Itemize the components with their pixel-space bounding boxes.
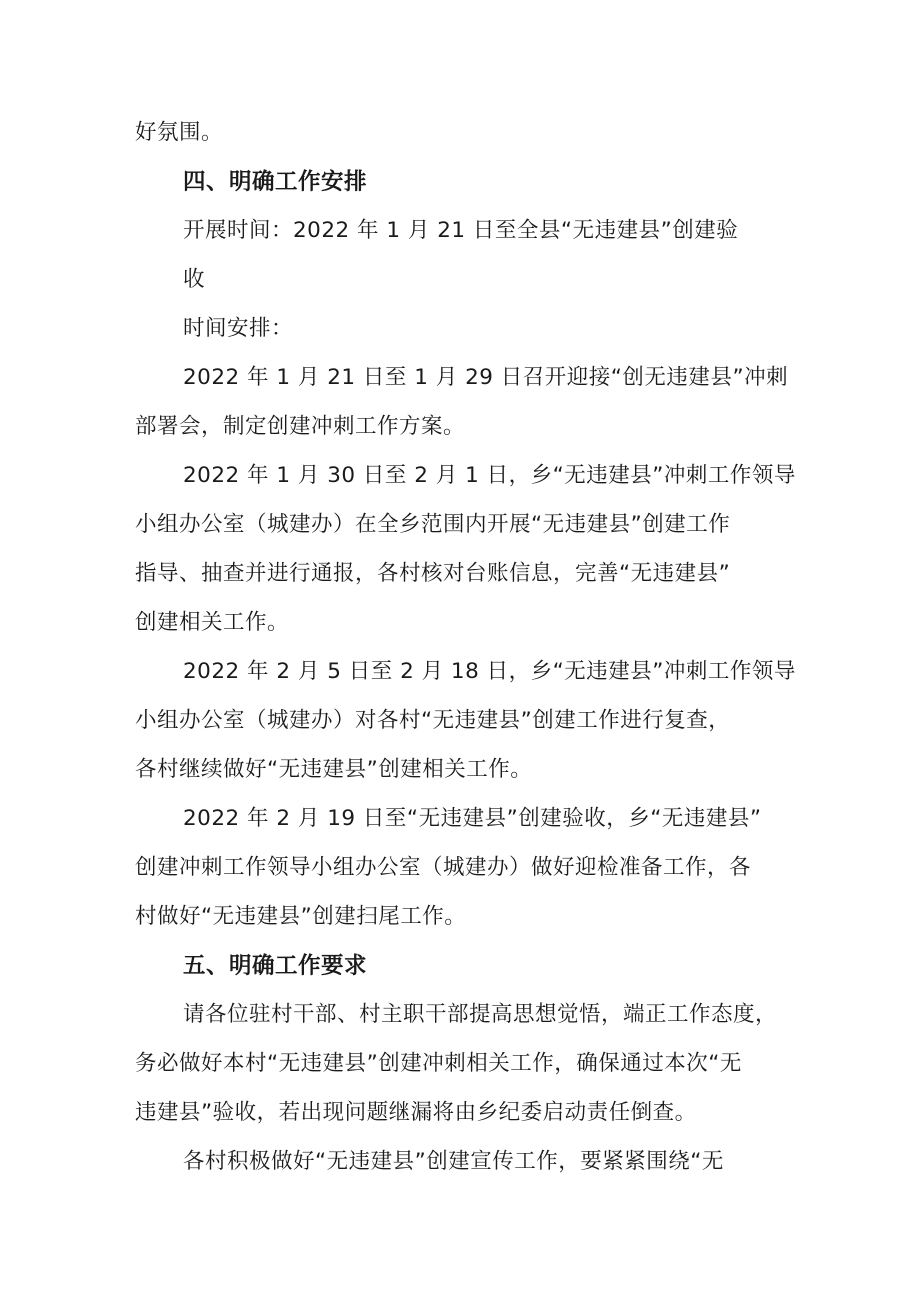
text-line: 小组办公室（城建办）对各村“无违建县”创建工作进行复查， [135, 708, 731, 733]
text-line: 开展时间：2022 年 1 月 21 日至全县“无违建县”创建验 [183, 218, 739, 243]
text-line: 小组办公室（城建办）在全乡范围内开展“无违建县”创建工作 [135, 512, 731, 537]
text-line: 部署会，制定创建冲刺工作方案。 [135, 414, 466, 439]
text-line: 违建县”验收，若出现问题继漏将由乡纪委启动责任倒查。 [135, 1100, 697, 1125]
text-line: 村做好“无违建县”创建扫尾工作。 [135, 904, 467, 929]
section-heading: 五、明确工作要求 [183, 953, 368, 979]
text-line: 创建冲刺工作领导小组办公室（城建办）做好迎检准备工作，各 [135, 855, 752, 880]
text-line: 2022 年 1 月 21 日至 1 月 29 日召开迎接“创无违建县”冲刺 [183, 365, 789, 390]
section-heading: 四、明确工作安排 [183, 169, 368, 195]
text-line: 各村积极做好“无违建县”创建宣传工作，要紧紧围绕“无 [183, 1149, 724, 1174]
text-line: 务必做好本村“无违建县”创建冲刺相关工作，确保通过本次“无 [135, 1051, 742, 1076]
text-line: 各村继续做好“无违建县”创建相关工作。 [135, 757, 533, 782]
text-line: 时间安排： [183, 316, 294, 341]
text-line: 2022 年 1 月 30 日至 2 月 1 日，乡“无违建县”冲刺工作领导 [183, 463, 796, 488]
text-line: 好氛围。 [135, 120, 224, 145]
text-line: 创建相关工作。 [135, 610, 290, 635]
text-line: 指导、抽查并进行通报，各村核对台账信息，完善“无违建县” [135, 561, 731, 586]
text-line: 2022 年 2 月 5 日至 2 月 18 日，乡“无违建县”冲刺工作领导 [183, 659, 796, 684]
text-line: 收 [183, 267, 206, 292]
text-line: 2022 年 2 月 19 日至“无违建县”创建验收，乡“无违建县” [183, 806, 762, 831]
text-line: 请各位驻村干部、村主职干部提高思想觉悟，端正工作态度， [183, 1002, 778, 1027]
